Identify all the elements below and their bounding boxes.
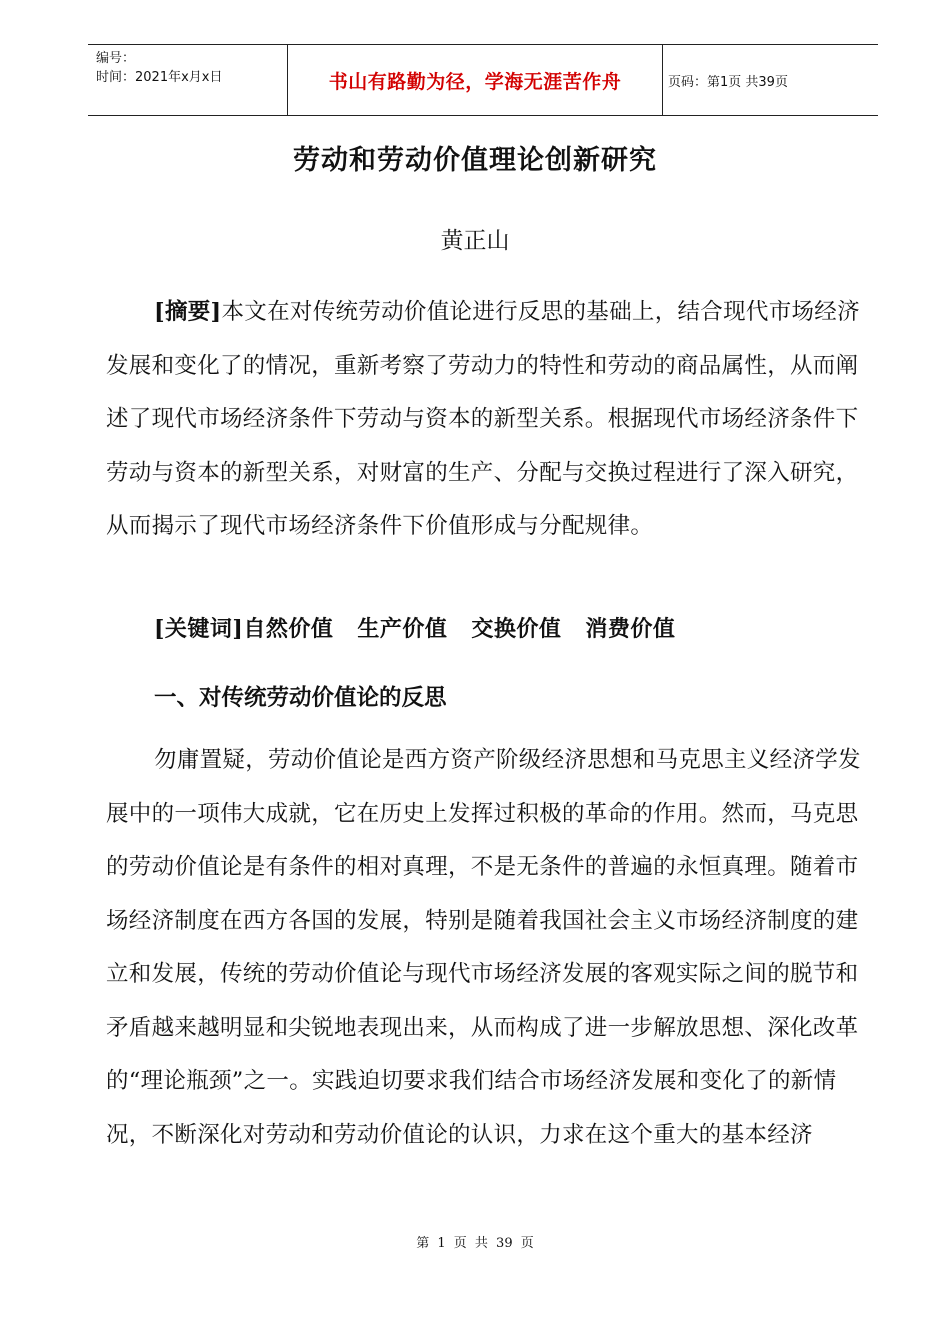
abstract-text: 本文在对传统劳动价值论进行反思的基础上，结合现代市场经济发展和变化了的情况，重新考察了劳动力的特性和劳动的商品属性，从而阐述了现代市场经济条件下劳动与资本的新型关系。根据现代市场经济条件下劳动与资本的新型关系，对财富的生产、分配与交换过程进行了深入研究，从而揭示了现代市场经济条件下价值形成与分配规律。 — [106, 299, 860, 539]
document-author: 黄正山 — [440, 228, 510, 254]
header-motto: 书山有路勤为径，学海无涯苦作舟 — [287, 45, 663, 115]
keyword-item: 自然价值 — [243, 616, 334, 642]
keywords-line — [154, 612, 699, 643]
page-header — [88, 44, 878, 116]
page-footer: 第 1 页 共 39 页 — [416, 1236, 534, 1251]
time-label: 时间：2021年x月x日 — [96, 70, 223, 85]
abstract-paragraph — [106, 286, 876, 554]
number-label: 编号： — [96, 51, 136, 66]
header-page-info: 页码：第1页 共39页 — [668, 74, 788, 90]
document-title: 劳动和劳动价值理论创新研究 — [293, 145, 657, 176]
header-meta — [96, 49, 222, 87]
keywords-label: [关键词] — [154, 616, 244, 642]
keyword-item: 消费价值 — [585, 616, 676, 642]
body-paragraph: 勿庸置疑，劳动价值论是西方资产阶级经济思想和马克思主义经济学发展中的一项伟大成就，它在历史上发挥过积极的革命的作用。然而，马克思的劳动价值论是有条件的相对真理，不是无条件的普遍的永恒真理。随着市场经济制度在西方各国的发展，特别是随着我国社会主义市场经济制度的建立和发展，传统的劳动价值论与现代市场经济发展的客观实际之间的脱节和矛盾越来越明显和尖锐地表现出来，从而构成了进一步解放思想、深化改革的“理论瓶颈”之一。实践迫切要求我们结合市场经济发展和变化了的新情况，不断深化对劳动和劳动价值论的认识，力求在这个重大的基本经济 — [106, 747, 861, 1148]
section-heading: 一、对传统劳动价值论的反思 — [154, 685, 447, 711]
keyword-item: 交换价值 — [471, 616, 562, 642]
keyword-item: 生产价值 — [357, 616, 448, 642]
abstract-label: [摘要] — [154, 299, 222, 325]
